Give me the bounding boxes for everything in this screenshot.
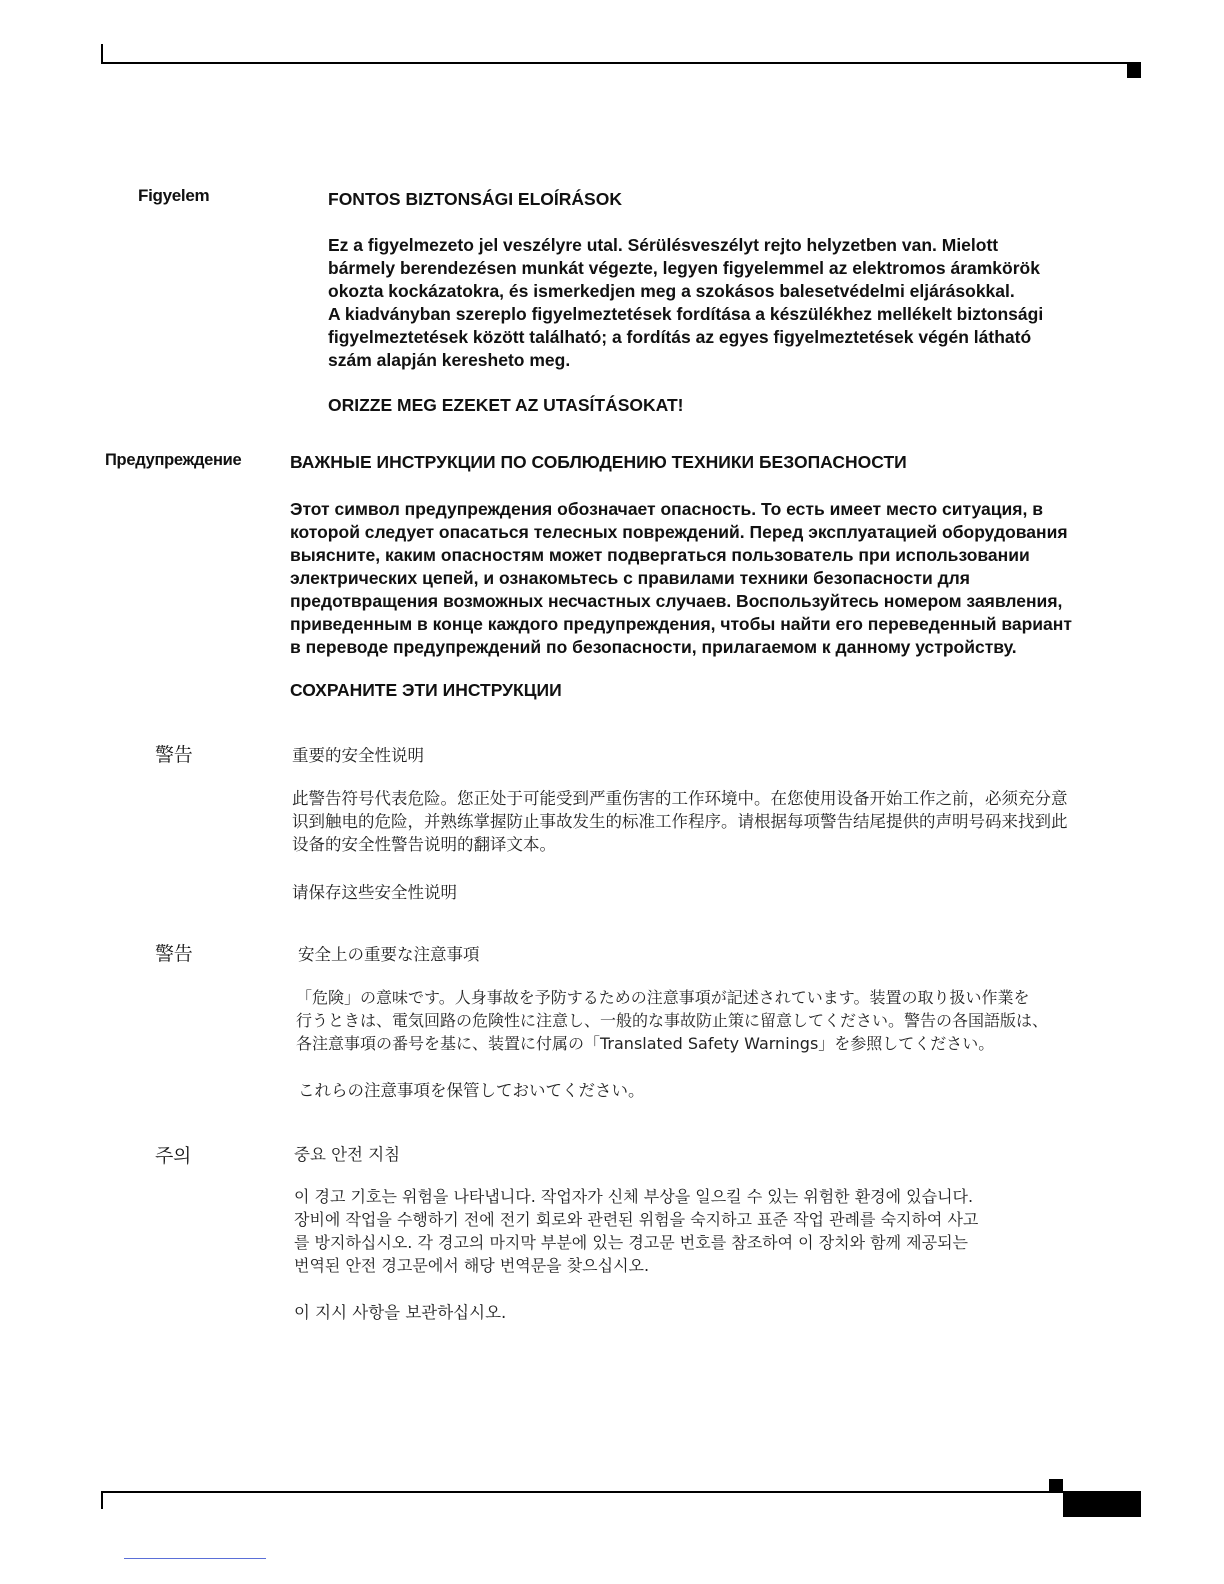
warning-body [294,1185,978,1277]
body-line: 이 경고 기호는 위험을 나타냅니다. 작업자가 신체 부상을 일으킬 수 있는 위험한 환경에 있습니다. [294,1187,974,1206]
body-line: выясните, каким опасностям может подвергаться пользователь при использовании [290,545,1030,565]
body-line: предотвращения возможных несчастных случаев. Воспользуйтесь номером заявления, [290,591,1063,611]
footer-left-tick [101,1491,103,1509]
warning-title: ВАЖНЫЕ ИНСТРУКЦИИ ПО СОБЛЮДЕНИЮ ТЕХНИКИ БЕЗОПАСНОСТИ [290,452,907,472]
body-line: A kiadványban szereplo figyelmeztetések fordítása a készülékhez mellékelt biztonsági [328,304,1044,324]
body-line: в переводе предупреждений по безопасности, прилагаемом к данному устройству. [290,637,1017,657]
warning-closing: ORIZZE MEG EZEKET AZ UTASÍTÁSOKAT! [328,395,684,415]
warning-title: 重要的安全性说明 [292,746,424,765]
body-line: приведенным в конце каждого предупреждения, чтобы найти его переведенный вариант [290,614,1072,634]
body-line: bármely berendezésen munkát végezte, legyen figyelemmel az elektromos áramkörök [328,258,1040,278]
warning-label: 주의 [155,1145,192,1167]
page-number-tab [1063,1493,1141,1517]
warning-title: FONTOS BIZTONSÁGI ELOÍRÁSOK [328,189,622,209]
header-marker [1127,64,1141,78]
body-line: 此警告符号代表危险。您正处于可能受到严重伤害的工作环境中。在您使用设备开始工作之前，必须充分意 [292,789,1068,808]
warning-label: 警告 [155,943,193,965]
warning-label: Предупреждение [105,451,242,469]
warning-body [290,498,1072,659]
body-line: figyelmeztetések között található; a fordítás az egyes figyelmeztetések végén látható [328,327,1032,347]
body-line: 识到触电的危险，并熟练掌握防止事故发生的标准工作程序。请根据每项警告结尾提供的声明号码来找到此 [292,812,1068,831]
warning-label: 警告 [155,744,193,766]
body-line: 设备的安全性警告说明的翻译文本。 [292,835,556,854]
warning-title: 중요 안전 지침 [294,1145,401,1164]
body-line: которой следует опасаться телесных повреждений. Перед эксплуатацией оборудования [290,522,1068,542]
body-line: 장비에 작업을 수행하기 전에 전기 회로와 관련된 위험을 숙지하고 표준 작업 관례를 숙지하여 사고 [294,1210,979,1229]
body-line: электрических цепей, и ознакомьтесь с правилами техники безопасности для [290,568,971,588]
header-rule [101,62,1141,64]
body-line: Ez a figyelmezeto jel veszélyre utal. Sérülésveszélyt rejto helyzetben van. Mielott [328,235,999,255]
warning-closing: 이 지시 사항을 보관하십시오. [294,1303,507,1322]
warning-closing: СОХРАНИТЕ ЭТИ ИНСТРУКЦИИ [290,680,562,700]
footer-rule [101,1491,1141,1493]
footer-link-underline[interactable] [124,1558,266,1559]
warning-closing: 请保存这些安全性说明 [292,883,457,902]
warning-closing: これらの注意事項を保管しておいてください。 [298,1081,645,1100]
body-line: okozta kockázatokra, és ismerkedjen meg a szokásos balesetvédelmi eljárásokkal. [328,281,1015,301]
warning-title: 安全上の重要な注意事項 [298,945,480,964]
header-left-tick [101,44,103,64]
warning-label: Figyelem [138,186,210,205]
body-line: 를 방지하십시오. 각 경고의 마지막 부분에 있는 경고문 번호를 참조하여 이 장치와 함께 제공되는 [294,1233,968,1252]
body-line: 번역된 안전 경고문에서 해당 번역문을 찾으십시오. [294,1256,650,1275]
body-line: Этот символ предупреждения обозначает опасность. То есть имеет место ситуация, в [290,499,1043,519]
body-line: 「危険」の意味です。人身事故を予防するための注意事項が記述されています。装置の取り扱い作業を [296,988,1030,1007]
warning-body [292,787,1068,856]
body-line: szám alapján kereshetо meg. [328,350,571,370]
body-line: 各注意事項の番号を基に、装置に付属の「Translated Safety Warnings」を参照してください。 [296,1034,995,1053]
body-line: 行うときは、電気回路の危険性に注意し、一般的な事故防止策に留意してください。警告の各国語版は、 [296,1011,1049,1030]
warning-body [328,234,1043,372]
warning-body [296,986,1048,1055]
